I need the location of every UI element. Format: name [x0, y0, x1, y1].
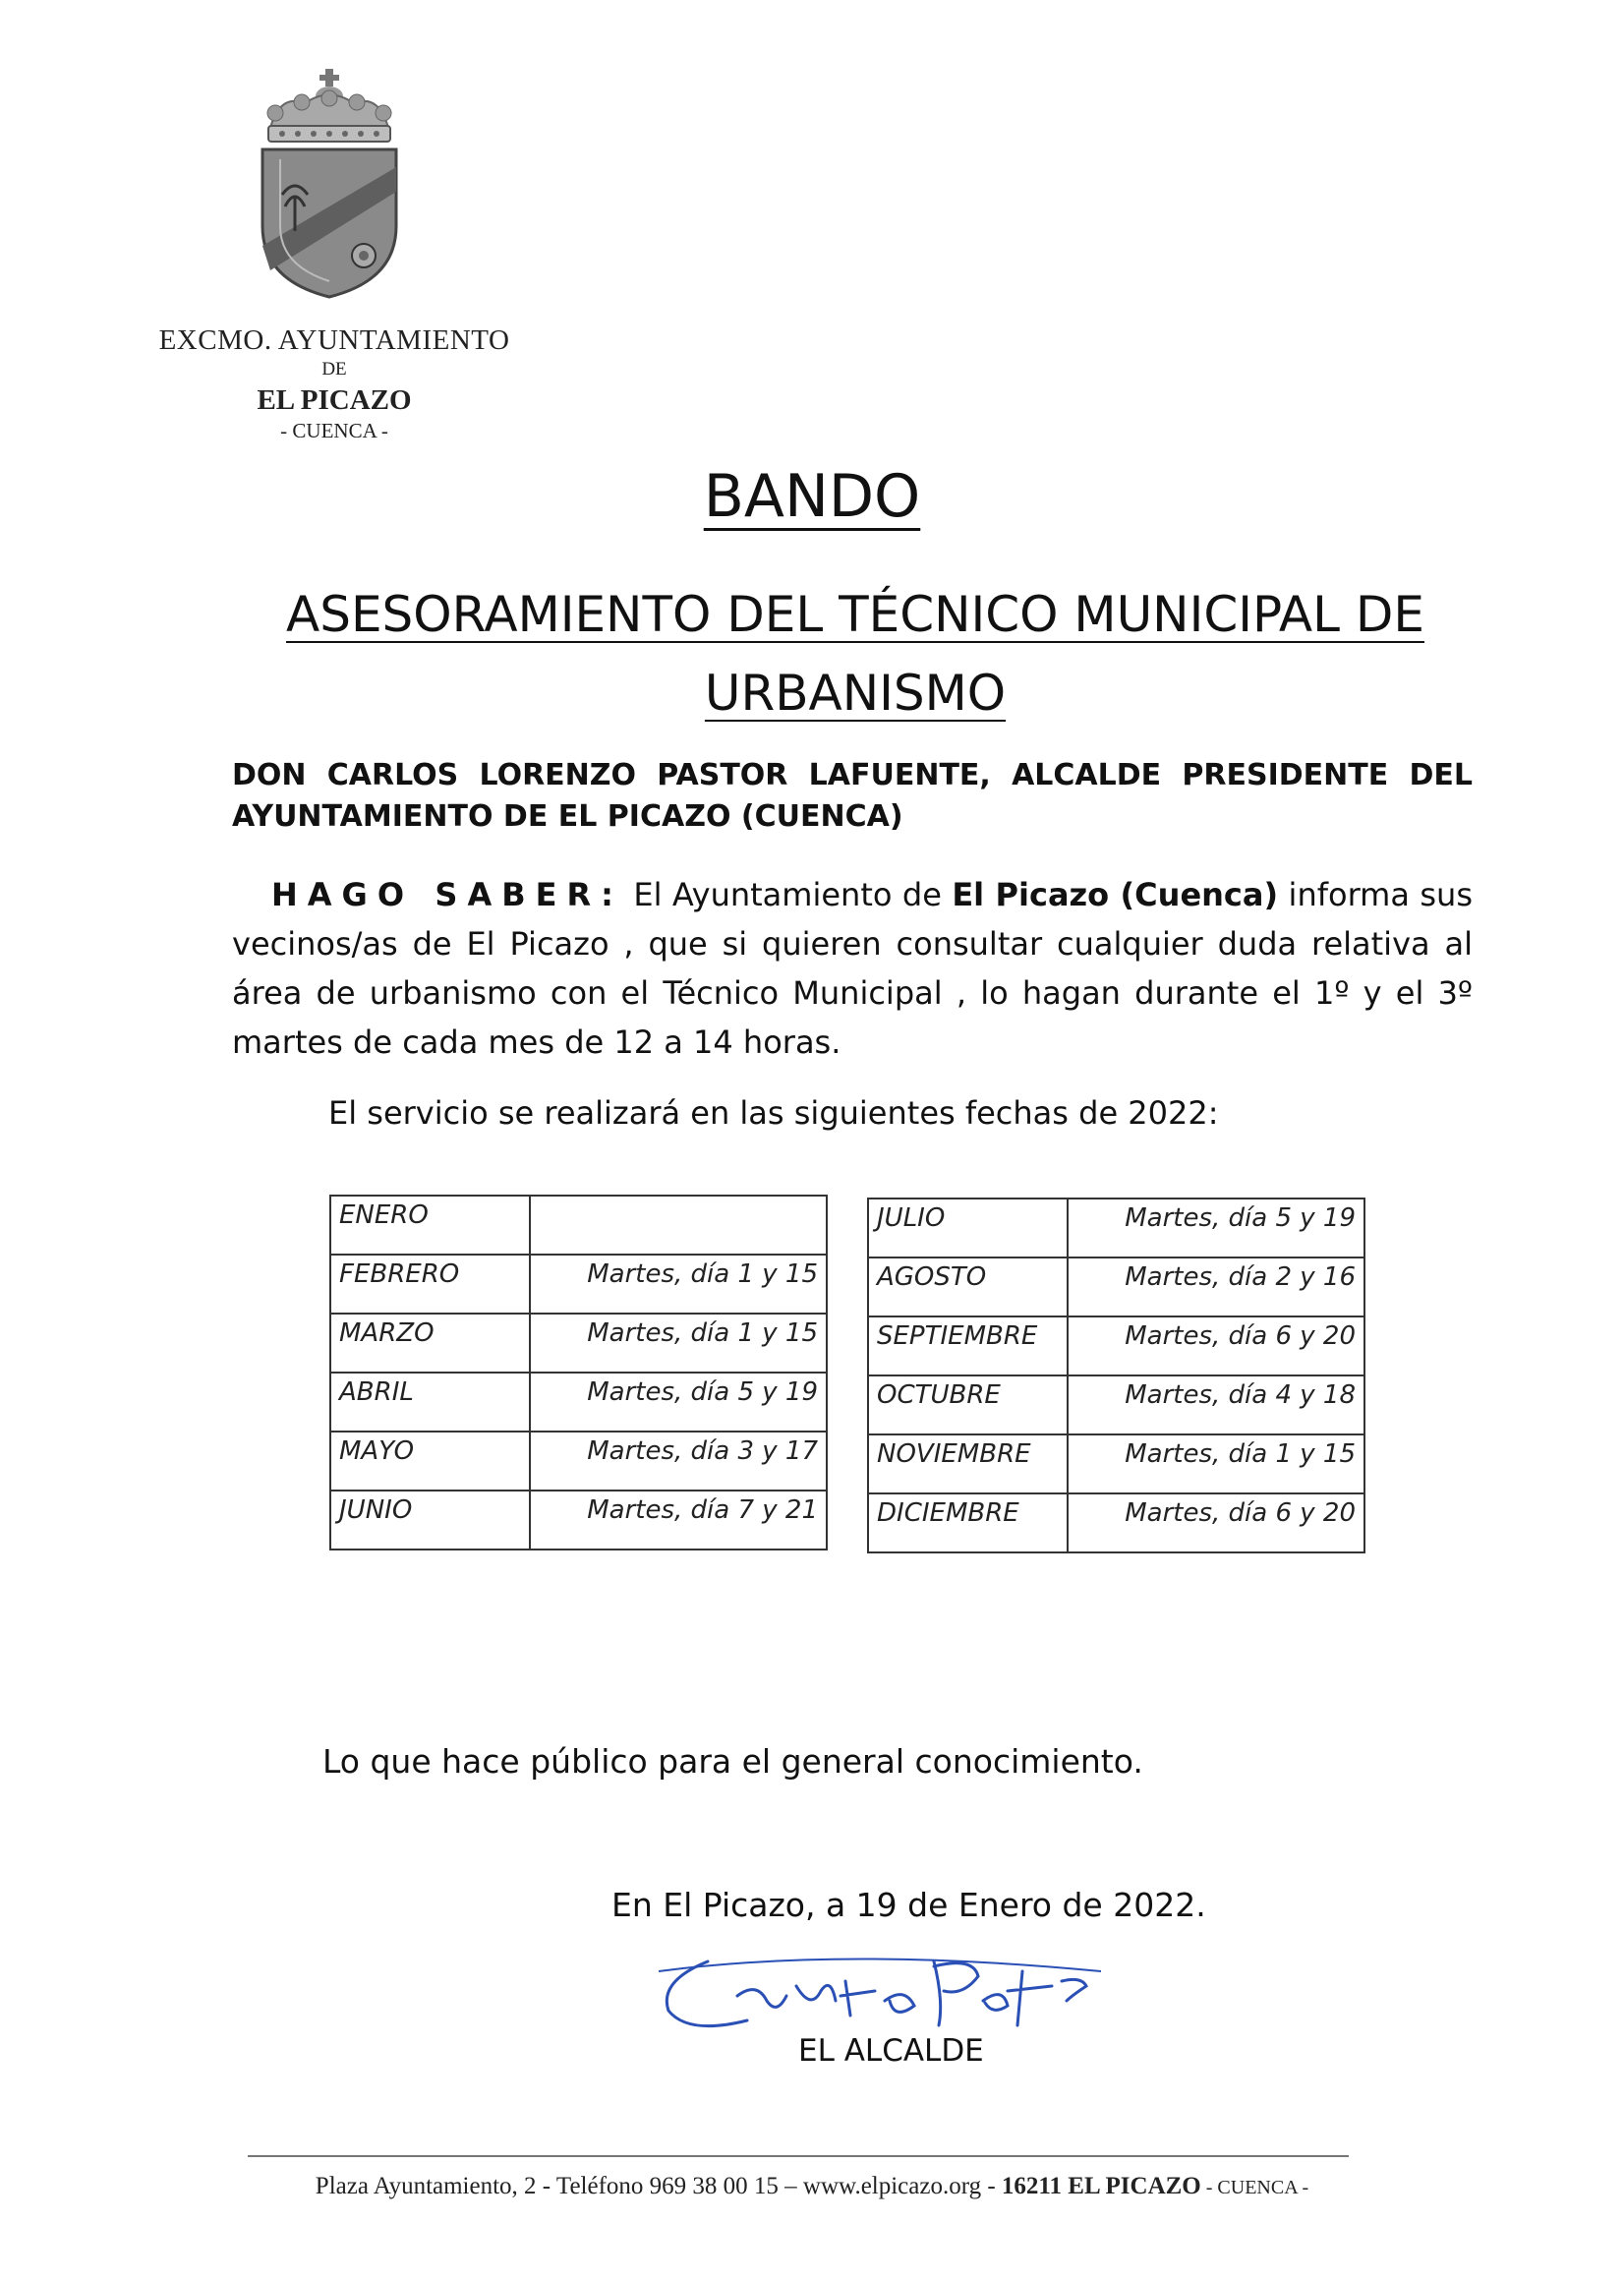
letterhead-town: EL PICAZO [257, 384, 412, 416]
month-cell: MAYO [330, 1432, 530, 1491]
service-intro: El servicio se realizará en las siguientes fechas de 2022: [328, 1094, 1219, 1132]
table-row [330, 1196, 827, 1255]
letterhead [118, 324, 551, 443]
dates-cell: Martes, día 3 y 17 [530, 1432, 827, 1491]
month-cell: DICIEMBRE [868, 1493, 1068, 1552]
table-row [868, 1316, 1364, 1375]
month-cell: OCTUBRE [868, 1375, 1068, 1434]
closing-text: Lo que hace público para el general conocimiento. [322, 1742, 1143, 1781]
footer [0, 2173, 1624, 2200]
dates-cell: Martes, día 5 y 19 [1068, 1199, 1364, 1257]
month-cell: JUNIO [330, 1491, 530, 1550]
subtitle-line2: URBANISMO [704, 665, 1007, 722]
letterhead-line2: DE [321, 359, 347, 380]
document-title: BANDO [703, 462, 921, 531]
table-row [330, 1255, 827, 1314]
table-row [330, 1491, 827, 1550]
month-cell: MARZO [330, 1314, 530, 1373]
dates-cell: Martes, día 2 y 16 [1068, 1257, 1364, 1316]
town-name: El Picazo (Cuenca) [952, 876, 1279, 913]
letterhead-province: - CUENCA - [280, 419, 388, 442]
mayor-line1: DON CARLOS LORENZO PASTOR LAFUENTE, ALCALDE PRESIDENTE DEL [232, 758, 1473, 792]
month-cell: NOVIEMBRE [868, 1434, 1068, 1493]
month-cell: SEPTIEMBRE [868, 1316, 1068, 1375]
table-row [868, 1493, 1364, 1552]
month-cell: ENERO [330, 1196, 530, 1255]
month-cell: ABRIL [330, 1373, 530, 1432]
dates-cell: Martes, día 6 y 20 [1068, 1493, 1364, 1552]
dates-cell: Martes, día 1 y 15 [1068, 1434, 1364, 1493]
footer-address: Plaza Ayuntamiento, 2 - Teléfono 969 38 00 15 – www.elpicazo.org - [315, 2173, 1002, 2199]
dates-cell: Martes, día 6 y 20 [1068, 1316, 1364, 1375]
table-row [330, 1432, 827, 1491]
coat-of-arms-icon [251, 69, 408, 300]
dates-cell: Martes, día 1 y 15 [530, 1314, 827, 1373]
letterhead-line1: EXCMO. AYUNTAMIENTO [158, 324, 510, 356]
dates-cell [530, 1196, 827, 1255]
schedule-table-right [867, 1198, 1365, 1553]
mayor-line2: AYUNTAMIENTO DE EL PICAZO (CUENCA) [232, 799, 903, 834]
footer-postal: 16211 EL PICAZO [1001, 2173, 1201, 2199]
announcement-paragraph: HAGO SABER: El Ayuntamiento de El Picazo (Cuenca) informa sus vecinos/as de El Picazo , que si quieren consultar cualquier duda relativa al área de urbanismo con el Técnico Municipal , lo hagan durante el 1º y el 3º martes de cada mes de 12 a 14 horas. [232, 876, 1473, 1061]
month-cell: FEBRERO [330, 1255, 530, 1314]
footer-divider [248, 2155, 1349, 2157]
schedule-table-left [329, 1195, 828, 1550]
dates-cell: Martes, día 1 y 15 [530, 1255, 827, 1314]
dates-cell: Martes, día 4 y 18 [1068, 1375, 1364, 1434]
dates-cell: Martes, día 5 y 19 [530, 1373, 827, 1432]
footer-province: - CUENCA - [1200, 2177, 1309, 2198]
table-row [868, 1199, 1364, 1257]
month-cell: AGOSTO [868, 1257, 1068, 1316]
month-cell: JULIO [868, 1199, 1068, 1257]
table-row [330, 1373, 827, 1432]
dates-cell: Martes, día 7 y 21 [530, 1491, 827, 1550]
signer-title: EL ALCALDE [798, 2033, 984, 2069]
table-row [868, 1375, 1364, 1434]
document-subtitle [246, 575, 1465, 732]
place-date: En El Picazo, a 19 de Enero de 2022. [611, 1886, 1206, 1924]
table-row [330, 1314, 827, 1373]
table-row [868, 1257, 1364, 1316]
hago-saber: HAGO SABER: [271, 876, 623, 913]
subtitle-line1: ASESORAMIENTO DEL TÉCNICO MUNICIPAL DE [286, 586, 1424, 643]
table-row [868, 1434, 1364, 1493]
